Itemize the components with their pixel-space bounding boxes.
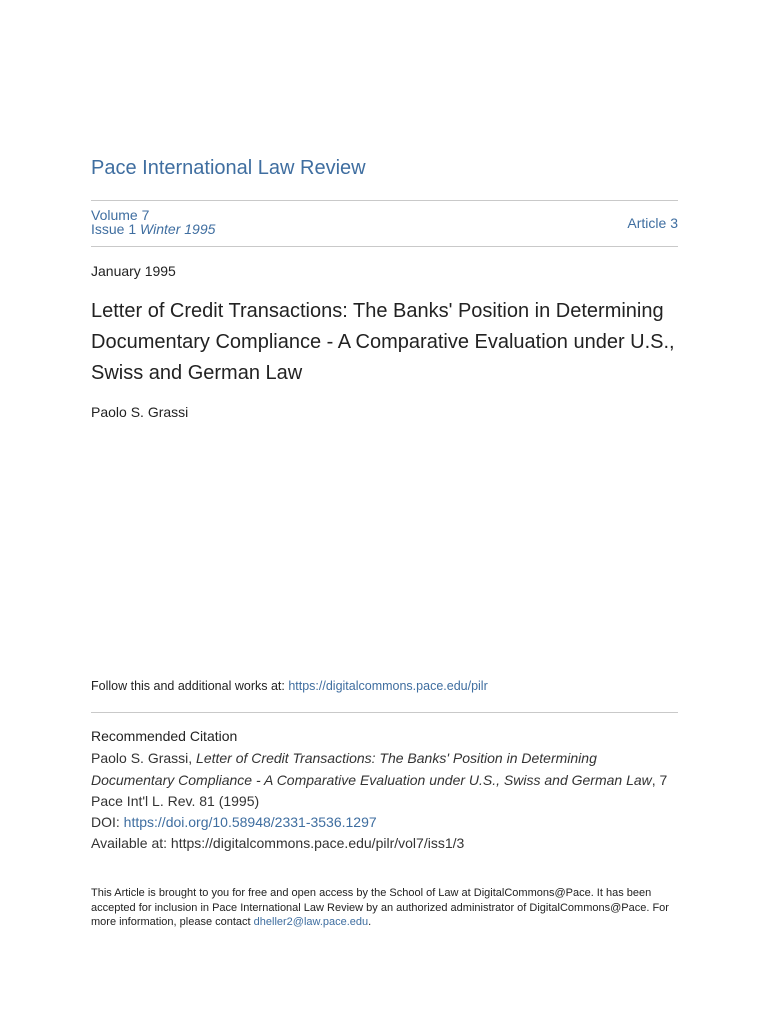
citation-title: Letter of Credit Transactions: The Banks' Position in Determining Documentary Compliance - A Comparative Evaluation under U.S., Swiss and German Law bbox=[91, 750, 652, 788]
issue-season: Winter 1995 bbox=[140, 221, 216, 237]
volume-link[interactable]: Volume 7 bbox=[91, 207, 150, 223]
article-title: Letter of Credit Transactions: The Banks' Position in Determining Documentary Compliance - A Comparative Evaluation under U.S., Swiss and German Law bbox=[91, 300, 675, 384]
publication-date: January 1995 bbox=[91, 263, 176, 279]
top-divider bbox=[91, 200, 678, 201]
available-at-line bbox=[91, 835, 464, 851]
footer-notice bbox=[91, 886, 681, 930]
follow-url-link[interactable]: https://digitalcommons.pace.edu/pilr bbox=[288, 679, 488, 693]
follow-prefix: Follow this and additional works at: bbox=[91, 679, 289, 693]
citation-divider bbox=[91, 712, 678, 713]
citation-author: Paolo S. Grassi, bbox=[91, 750, 197, 766]
author-name: Paolo S. Grassi bbox=[91, 404, 189, 420]
available-url[interactable]: https://digitalcommons.pace.edu/pilr/vol7/iss1/3 bbox=[170, 835, 465, 851]
journal-title-link[interactable]: Pace International Law Review bbox=[91, 157, 366, 179]
follow-line bbox=[91, 679, 488, 693]
header-bottom-divider bbox=[91, 246, 678, 247]
doi-line bbox=[91, 814, 377, 830]
available-label: Available at: bbox=[91, 835, 171, 851]
contact-email-link[interactable]: dheller2@law.pace.edu bbox=[253, 916, 369, 928]
citation-heading: Recommended Citation bbox=[91, 728, 238, 744]
doi-label: DOI: bbox=[91, 814, 124, 830]
citation-text bbox=[91, 748, 678, 813]
footer-end: . bbox=[368, 916, 372, 928]
doi-link[interactable]: https://doi.org/10.58948/2331-3536.1297 bbox=[123, 814, 377, 830]
issue-number: Issue 1 bbox=[91, 221, 137, 237]
volume-issue-block bbox=[91, 208, 215, 236]
article-number-link[interactable]: Article 3 bbox=[627, 215, 678, 231]
issue-link[interactable] bbox=[91, 221, 215, 237]
footer-text: This Article is brought to you for free and open access by the School of Law at DigitalCommons@Pace. It has been accepted for inclusion in Pace International Law Review by an authorized administrator of DigitalCommons@Pace. For more information, please contact bbox=[91, 887, 669, 928]
citation-source: , 7 Pace Int'l L. Rev. 81 (1995) bbox=[91, 771, 668, 809]
